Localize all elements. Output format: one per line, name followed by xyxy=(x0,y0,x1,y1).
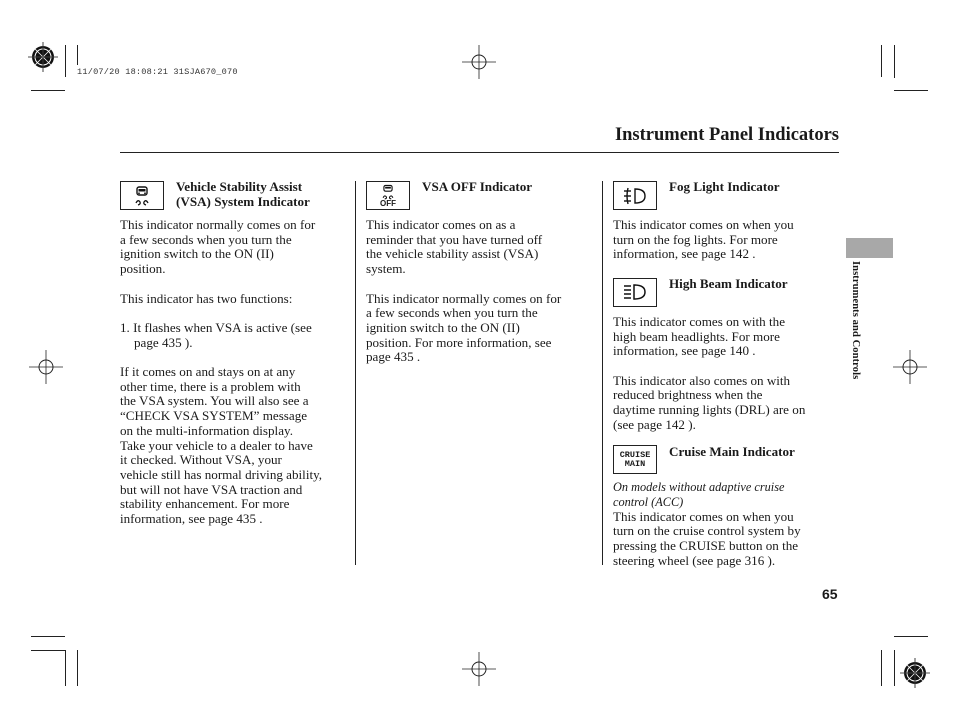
text-line: Take your vehicle to a dealer to have xyxy=(120,437,313,453)
vsa-skid-icon xyxy=(120,181,164,210)
text-line: reduced brightness when the xyxy=(613,387,763,403)
fog-light-icon xyxy=(613,181,657,210)
vsa-paragraph-3 xyxy=(120,365,352,527)
crosshair-icon xyxy=(462,652,496,686)
registration-target-icon xyxy=(900,658,930,688)
cruise-icon-line2: MAIN xyxy=(624,458,646,469)
crosshair-icon xyxy=(29,350,63,384)
title-rule xyxy=(120,152,839,153)
high-beam-paragraph-2 xyxy=(613,374,841,433)
text-line: it checked. Without VSA, your xyxy=(120,452,282,468)
vsa-off-icon-label: OFF xyxy=(380,198,396,208)
text-line: pressing the CRUISE button on the xyxy=(613,537,799,553)
text-line: other time, there is a problem with xyxy=(120,378,301,394)
text-line: turn on the cruise control system by xyxy=(613,523,801,539)
vsa-off-paragraph-2 xyxy=(366,292,598,366)
crosshair-icon xyxy=(893,350,927,384)
cruise-model-note xyxy=(613,480,841,509)
text-line: This indicator normally comes on for xyxy=(120,217,316,232)
high-beam-paragraph-1 xyxy=(613,315,841,359)
middle-column xyxy=(366,180,598,365)
high-beam-icon xyxy=(613,278,657,307)
text-line: On models without adaptive cruise xyxy=(613,480,785,495)
text-line: This indicator normally comes on for xyxy=(366,290,562,306)
cruise-icon-line1: CRUISE xyxy=(619,449,651,460)
text-line: system. xyxy=(366,261,406,277)
text-line: This indicator also comes on with xyxy=(613,372,791,388)
vsa-off-title: VSA OFF Indicator xyxy=(422,179,533,194)
fog-light-indicator-header xyxy=(613,180,841,218)
cruise-main-title: Cruise Main Indicator xyxy=(669,444,795,460)
vsa-paragraph-2: This indicator has two functions: xyxy=(120,290,293,306)
text-line: control (ACC) xyxy=(613,494,684,509)
text-line: ignition switch to the ON (II) xyxy=(366,319,520,335)
vsa-off-indicator-header xyxy=(366,180,598,218)
print-stamp: 11/07/20 18:08:21 31SJA670_070 xyxy=(77,67,238,77)
right-column xyxy=(613,180,841,568)
page-reference-link[interactable]: page 435 . xyxy=(366,349,421,365)
vsa-off-icon xyxy=(366,181,410,210)
text-line: vehicle still has normal driving ability, xyxy=(120,466,323,482)
text-line: This indicator comes on with the xyxy=(613,313,786,329)
vsa-indicator-header xyxy=(120,180,352,218)
left-column xyxy=(120,180,352,527)
page-reference-link[interactable]: (see page 142 ). xyxy=(613,416,696,432)
text-line: “CHECK VSA SYSTEM” message xyxy=(120,408,308,424)
high-beam-title: High Beam Indicator xyxy=(669,275,788,291)
page-reference-link[interactable]: steering wheel (see page 316 ). xyxy=(613,552,776,568)
column-divider xyxy=(355,181,356,565)
text-line: 1. It flashes when VSA is active (see xyxy=(120,319,312,335)
text-line: the vehicle stability assist (VSA) xyxy=(366,246,539,262)
text-line: on the multi-information display. xyxy=(120,422,293,438)
page-reference-link[interactable]: information, see page 435 . xyxy=(120,511,263,527)
text-line: ignition switch to the ON (II) xyxy=(120,246,274,262)
high-beam-indicator-header xyxy=(613,277,841,315)
page-number: 65 xyxy=(822,586,838,602)
text-line: position. For more information, see xyxy=(366,334,552,350)
page-reference-link[interactable]: page 435 ). xyxy=(134,334,193,350)
text-line: a few seconds when you turn the xyxy=(366,305,538,321)
crosshair-icon xyxy=(462,45,496,79)
text-line: position. xyxy=(120,261,166,277)
column-divider xyxy=(602,181,603,565)
section-tab xyxy=(846,238,893,258)
text-line: but will not have VSA traction and xyxy=(120,481,303,497)
registration-target-icon xyxy=(28,42,58,72)
vsa-title-line2: (VSA) System Indicator xyxy=(176,193,310,209)
text-line: high beam headlights. For more xyxy=(613,328,780,344)
text-line: This indicator comes on when you xyxy=(613,217,794,232)
text-line: This indicator comes on as a xyxy=(366,217,516,232)
vsa-off-paragraph-1 xyxy=(366,218,598,277)
vsa-title-line1: Vehicle Stability Assist xyxy=(176,179,303,194)
page-reference-link[interactable]: information, see page 140 . xyxy=(613,343,756,359)
side-section-label: Instruments and Controls xyxy=(850,261,861,380)
vsa-list-item xyxy=(120,321,352,350)
text-line: This indicator comes on when you xyxy=(613,508,794,524)
text-line: stability enhancement. For more xyxy=(120,496,290,512)
vsa-paragraph-1 xyxy=(120,218,352,277)
page-title: Instrument Panel Indicators xyxy=(614,125,839,145)
text-line: a few seconds when you turn the xyxy=(120,231,292,247)
text-line: turn on the fog lights. For more xyxy=(613,231,778,247)
cruise-main-indicator-header xyxy=(613,444,841,480)
page-reference-link[interactable]: information, see page 142 . xyxy=(613,246,756,262)
cruise-main-icon xyxy=(613,445,657,474)
fog-light-title: Fog Light Indicator xyxy=(669,179,780,194)
text-line: daytime running lights (DRL) are on xyxy=(613,402,806,417)
text-line: the VSA system. You will also see a xyxy=(120,393,309,409)
text-line: reminder that you have turned off xyxy=(366,231,543,247)
cruise-main-paragraph xyxy=(613,510,841,569)
fog-light-paragraph xyxy=(613,218,841,262)
text-line: If it comes on and stays on at any xyxy=(120,363,296,379)
